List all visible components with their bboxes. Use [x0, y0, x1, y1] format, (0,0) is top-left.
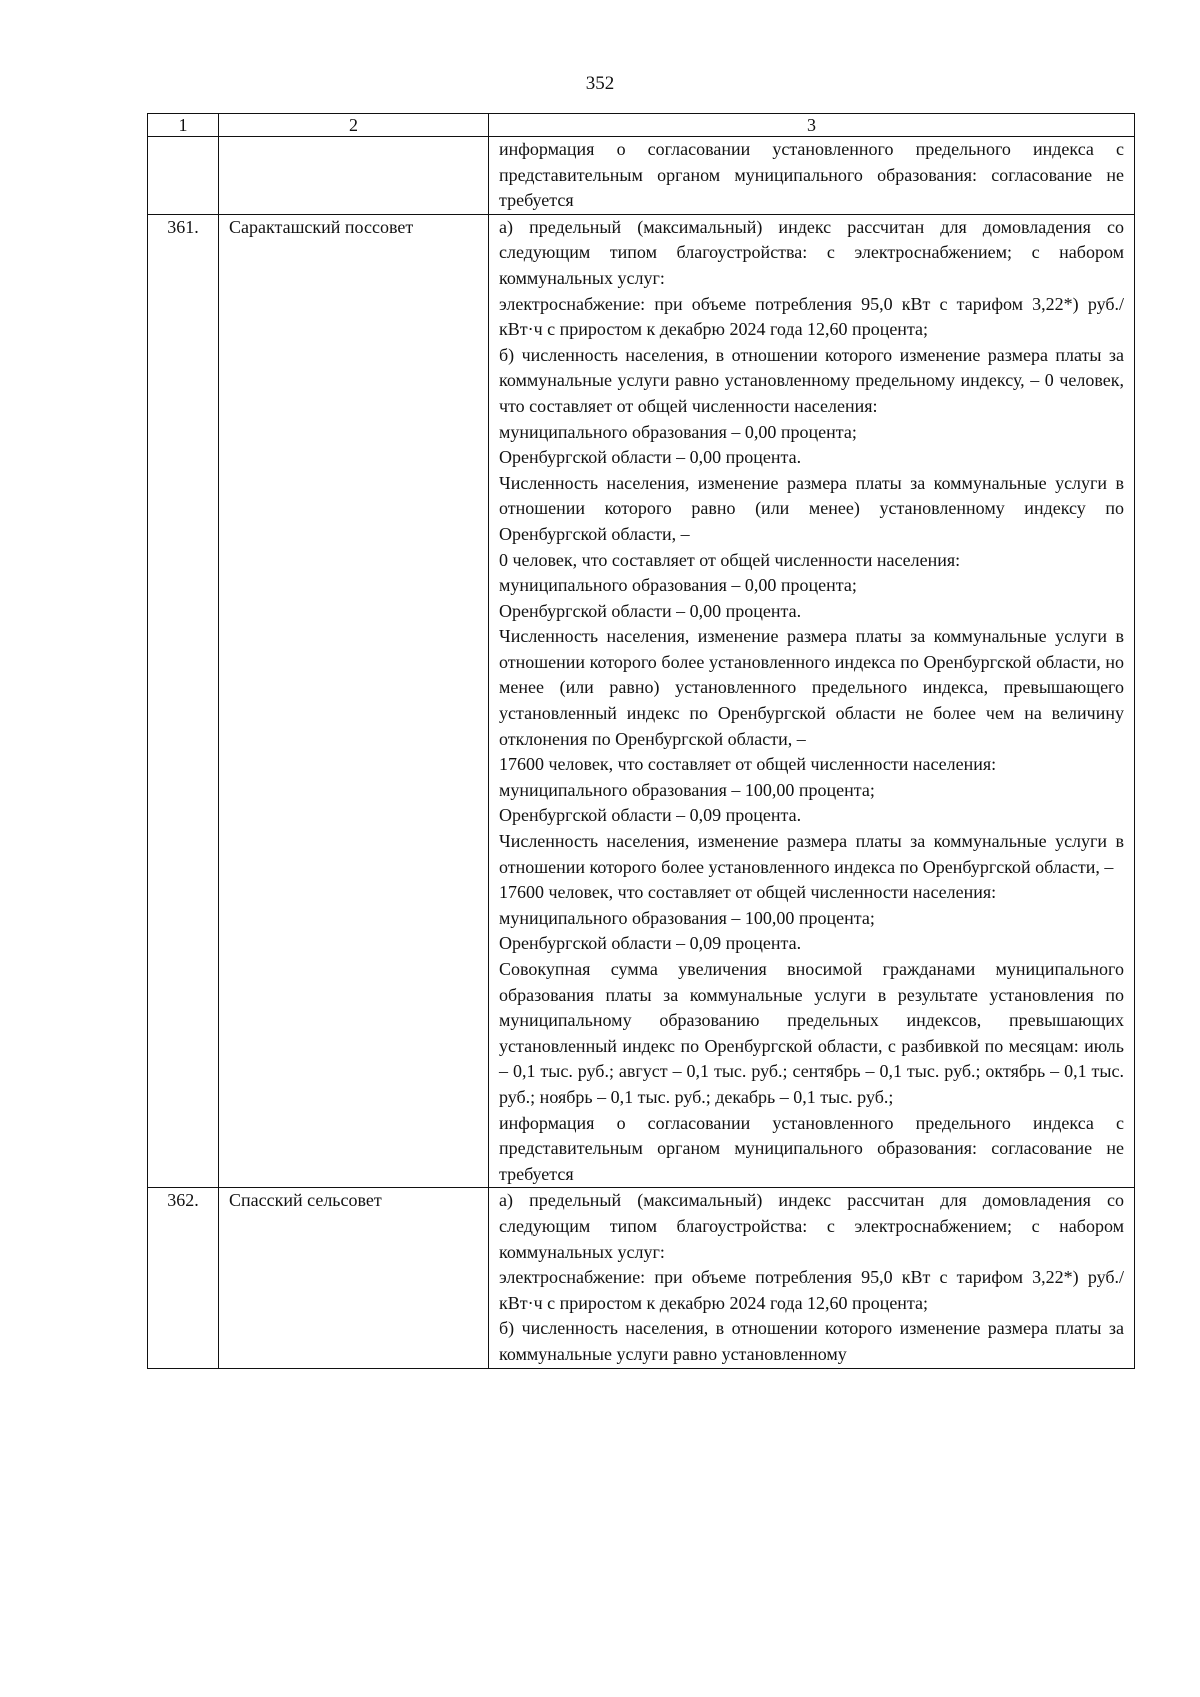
description-cell [489, 1188, 1135, 1368]
paragraph: электроснабжение: при объеме потребления 95,0 кВт с тарифом 3,22*) руб./кВт·ч с приростом к декабрю 2024 года 12,60 процента; [499, 293, 1124, 340]
column-header-number: 1 [148, 114, 219, 137]
row-number: 362. [148, 1188, 219, 1368]
paragraph: Оренбургской области – 0,09 процента. [499, 805, 802, 826]
paragraph: 17600 человек, что составляет от общей численности населения: [499, 754, 997, 775]
paragraph: информация о согласовании установленного предельного индекса с представительным органом муниципального образования: согласование не требуется [499, 139, 1124, 211]
table-row [148, 214, 1135, 1188]
table-header-row [148, 114, 1135, 137]
paragraph: муниципального образования – 0,00 процента; [499, 421, 857, 442]
paragraph: муниципального образования – 100,00 процента; [499, 907, 875, 928]
description-cell [489, 137, 1135, 215]
paragraph: Численность населения, изменение размера платы за коммунальные услуги в отношении которого более установленного индекса по Оренбургской области, – [499, 831, 1124, 877]
paragraph: муниципального образования – 100,00 процента; [499, 779, 875, 800]
paragraph: электроснабжение: при объеме потребления 95,0 кВт с тарифом 3,22*) руб./кВт·ч с приростом к декабрю 2024 года 12,60 процента; [499, 1267, 1124, 1313]
paragraph: Оренбургской области – 0,00 процента. [499, 600, 802, 621]
municipality-name [219, 137, 489, 215]
row-number: 361. [148, 214, 219, 1188]
table-row [148, 1188, 1135, 1368]
paragraph: а) предельный (максимальный) индекс рассчитан для домовладения со следующим типом благоустройства: с электроснабжением; с набором коммунальных услуг: [499, 216, 1124, 288]
description-cell [489, 214, 1135, 1188]
paragraph: а) предельный (максимальный) индекс рассчитан для домовладения со следующим типом благоустройства: с электроснабжением; с набором коммунальных услуг: [499, 1190, 1124, 1262]
paragraph: Оренбургской области – 0,00 процента. [499, 447, 802, 468]
paragraph: Совокупная сумма увеличения вносимой гражданами муниципального образования платы за коммунальные услуги в результате установления по муниципальному образованию предельных индексов, превышающих установленный индекс по Оренбургской области, с разбивкой по месяцам: июль – 0,1 тыс. руб.; август – 0,1 тыс. руб.; сентябрь – 0,1 тыс. руб.; октябрь – 0,1 тыс. руб.; ноябрь – 0,1 тыс. руб.; декабрь – 0,1 тыс. руб.; [499, 959, 1124, 1107]
paragraph: муниципального образования – 0,00 процента; [499, 575, 857, 596]
paragraph: б) численность населения, в отношении которого изменение размера платы за коммунальные услуги равно установленному [499, 1318, 1124, 1364]
column-header-description: 3 [489, 114, 1135, 137]
page-number: 352 [585, 73, 615, 94]
column-header-name: 2 [219, 114, 489, 137]
row-number [148, 137, 219, 215]
paragraph: б) численность населения, в отношении которого изменение размера платы за коммунальные услуги равно установленному предельному индексу, – 0 человек, что составляет от общей численности населения: [499, 344, 1124, 416]
index-table [147, 113, 1135, 1369]
municipality-name: Спасский сельсовет [219, 1188, 489, 1368]
paragraph: Численность населения, изменение размера платы за коммунальные услуги в отношении которого более установленного индекса по Оренбургской области, но менее (или равно) установленного предельного индекса, превышающего установленный индекс по Оренбургской области не более чем на величину отклонения по Оренбургской области, – [499, 626, 1124, 749]
table-row [148, 137, 1135, 215]
paragraph: 17600 человек, что составляет от общей численности населения: [499, 882, 997, 903]
paragraph: 0 человек, что составляет от общей численности населения: [499, 549, 961, 570]
paragraph: Численность населения, изменение размера платы за коммунальные услуги в отношении которого равно (или менее) установленному индексу по Оренбургской области, – [499, 472, 1124, 544]
paragraph: Оренбургской области – 0,09 процента. [499, 933, 802, 954]
paragraph: информация о согласовании установленного предельного индекса с представительным органом муниципального образования: согласование не требуется [499, 1112, 1124, 1184]
municipality-name: Саракташский поссовет [219, 214, 489, 1188]
